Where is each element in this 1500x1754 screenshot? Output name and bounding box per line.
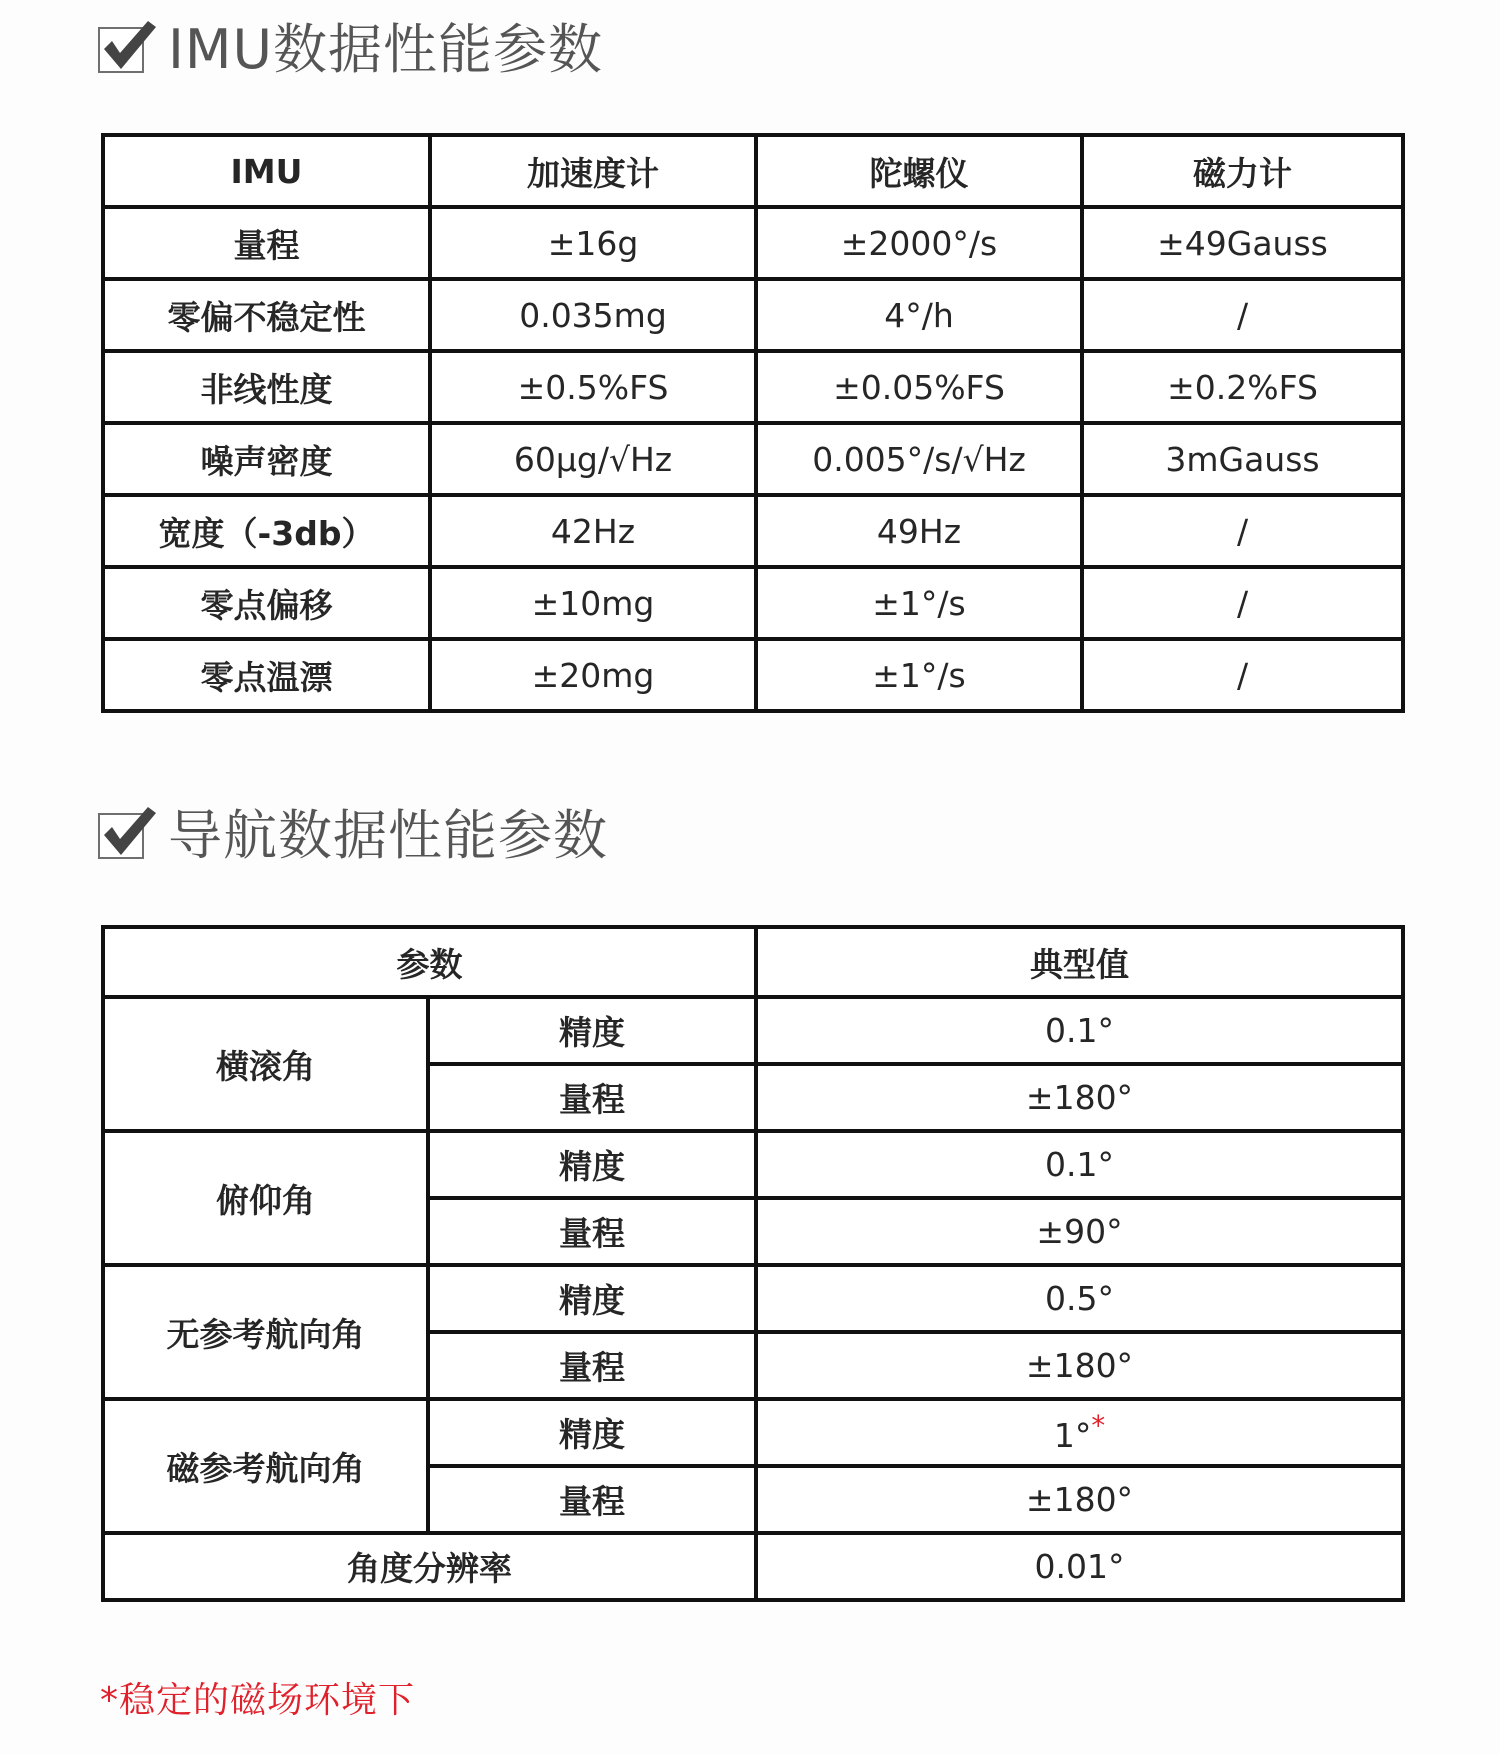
- value-cell: [756, 1399, 1403, 1466]
- cell-magnetometer: /: [1082, 279, 1403, 351]
- param-label: 精度: [428, 1265, 756, 1332]
- resolution-label: 角度分辨率: [103, 1533, 756, 1600]
- table-row: [103, 639, 1403, 711]
- header-cell: 典型值: [756, 927, 1403, 997]
- cell-accelerometer: 0.035mg: [430, 279, 756, 351]
- value-text: 1°: [1053, 1416, 1092, 1455]
- cell-magnetometer: /: [1082, 567, 1403, 639]
- table-row: [103, 1131, 1403, 1198]
- param-label: 量程: [428, 1064, 756, 1131]
- cell-gyroscope: ±2000°/s: [756, 207, 1082, 279]
- row-label: 非线性度: [103, 351, 430, 423]
- value-cell: ±180°: [756, 1064, 1403, 1131]
- value-cell: ±180°: [756, 1466, 1403, 1533]
- footnote-marker: *: [1091, 1410, 1106, 1442]
- cell-magnetometer: 3mGauss: [1082, 423, 1403, 495]
- header-cell: 加速度计: [430, 135, 756, 207]
- imu-section-title: [98, 20, 603, 80]
- cell-gyroscope: ±0.05%FS: [756, 351, 1082, 423]
- cell-magnetometer: ±0.2%FS: [1082, 351, 1403, 423]
- cell-gyroscope: ±1°/s: [756, 567, 1082, 639]
- row-label: 零点偏移: [103, 567, 430, 639]
- cell-accelerometer: 60μg/√Hz: [430, 423, 756, 495]
- table-row: [103, 423, 1403, 495]
- param-label: 精度: [428, 1399, 756, 1466]
- cell-gyroscope: ±1°/s: [756, 639, 1082, 711]
- param-label: 精度: [428, 1131, 756, 1198]
- value-cell: 0.1°: [756, 997, 1403, 1064]
- row-label: 量程: [103, 207, 430, 279]
- imu-title: IMU数据性能参数: [168, 18, 604, 81]
- value-cell: ±180°: [756, 1332, 1403, 1399]
- header-cell: 陀螺仪: [756, 135, 1082, 207]
- param-label: 量程: [428, 1466, 756, 1533]
- table-row: [103, 1265, 1403, 1332]
- table-row: [103, 1533, 1403, 1600]
- group-label: 横滚角: [103, 997, 428, 1131]
- nav-section-title: [98, 806, 608, 866]
- value-cell: 0.1°: [756, 1131, 1403, 1198]
- imu-performance-table: [101, 133, 1405, 713]
- group-label: 磁参考航向角: [103, 1399, 428, 1533]
- resolution-value: 0.01°: [756, 1533, 1403, 1600]
- cell-gyroscope: 0.005°/s/√Hz: [756, 423, 1082, 495]
- footnote: *稳定的磁场环境下: [100, 1680, 416, 1721]
- cell-accelerometer: ±0.5%FS: [430, 351, 756, 423]
- cell-magnetometer: /: [1082, 495, 1403, 567]
- cell-magnetometer: ±49Gauss: [1082, 207, 1403, 279]
- value-cell: 0.5°: [756, 1265, 1403, 1332]
- cell-accelerometer: ±10mg: [430, 567, 756, 639]
- param-label: 量程: [428, 1198, 756, 1265]
- cell-accelerometer: ±20mg: [430, 639, 756, 711]
- cell-gyroscope: 49Hz: [756, 495, 1082, 567]
- cell-accelerometer: 42Hz: [430, 495, 756, 567]
- header-cell: 参数: [103, 927, 756, 997]
- value-cell: ±90°: [756, 1198, 1403, 1265]
- table-row: [103, 1399, 1403, 1466]
- cell-accelerometer: ±16g: [430, 207, 756, 279]
- table-header-row: [103, 927, 1403, 997]
- row-label: 零点温漂: [103, 639, 430, 711]
- row-label: 零偏不稳定性: [103, 279, 430, 351]
- table-row: [103, 207, 1403, 279]
- navigation-performance-table: [101, 925, 1405, 1602]
- row-label: 噪声密度: [103, 423, 430, 495]
- header-cell: 磁力计: [1082, 135, 1403, 207]
- param-label: 量程: [428, 1332, 756, 1399]
- table-row: [103, 351, 1403, 423]
- table-row: [103, 567, 1403, 639]
- table-row: [103, 495, 1403, 567]
- group-label: 无参考航向角: [103, 1265, 428, 1399]
- table-row: [103, 279, 1403, 351]
- param-label: 精度: [428, 997, 756, 1064]
- table-row: [103, 997, 1403, 1064]
- nav-title: 导航数据性能参数: [168, 804, 608, 867]
- cell-gyroscope: 4°/h: [756, 279, 1082, 351]
- cell-magnetometer: /: [1082, 639, 1403, 711]
- checkbox-checked-icon: [98, 813, 144, 859]
- checkbox-checked-icon: [98, 27, 144, 73]
- group-label: 俯仰角: [103, 1131, 428, 1265]
- header-cell: IMU: [103, 135, 430, 207]
- table-header-row: [103, 135, 1403, 207]
- row-label: 宽度（-3db）: [103, 495, 430, 567]
